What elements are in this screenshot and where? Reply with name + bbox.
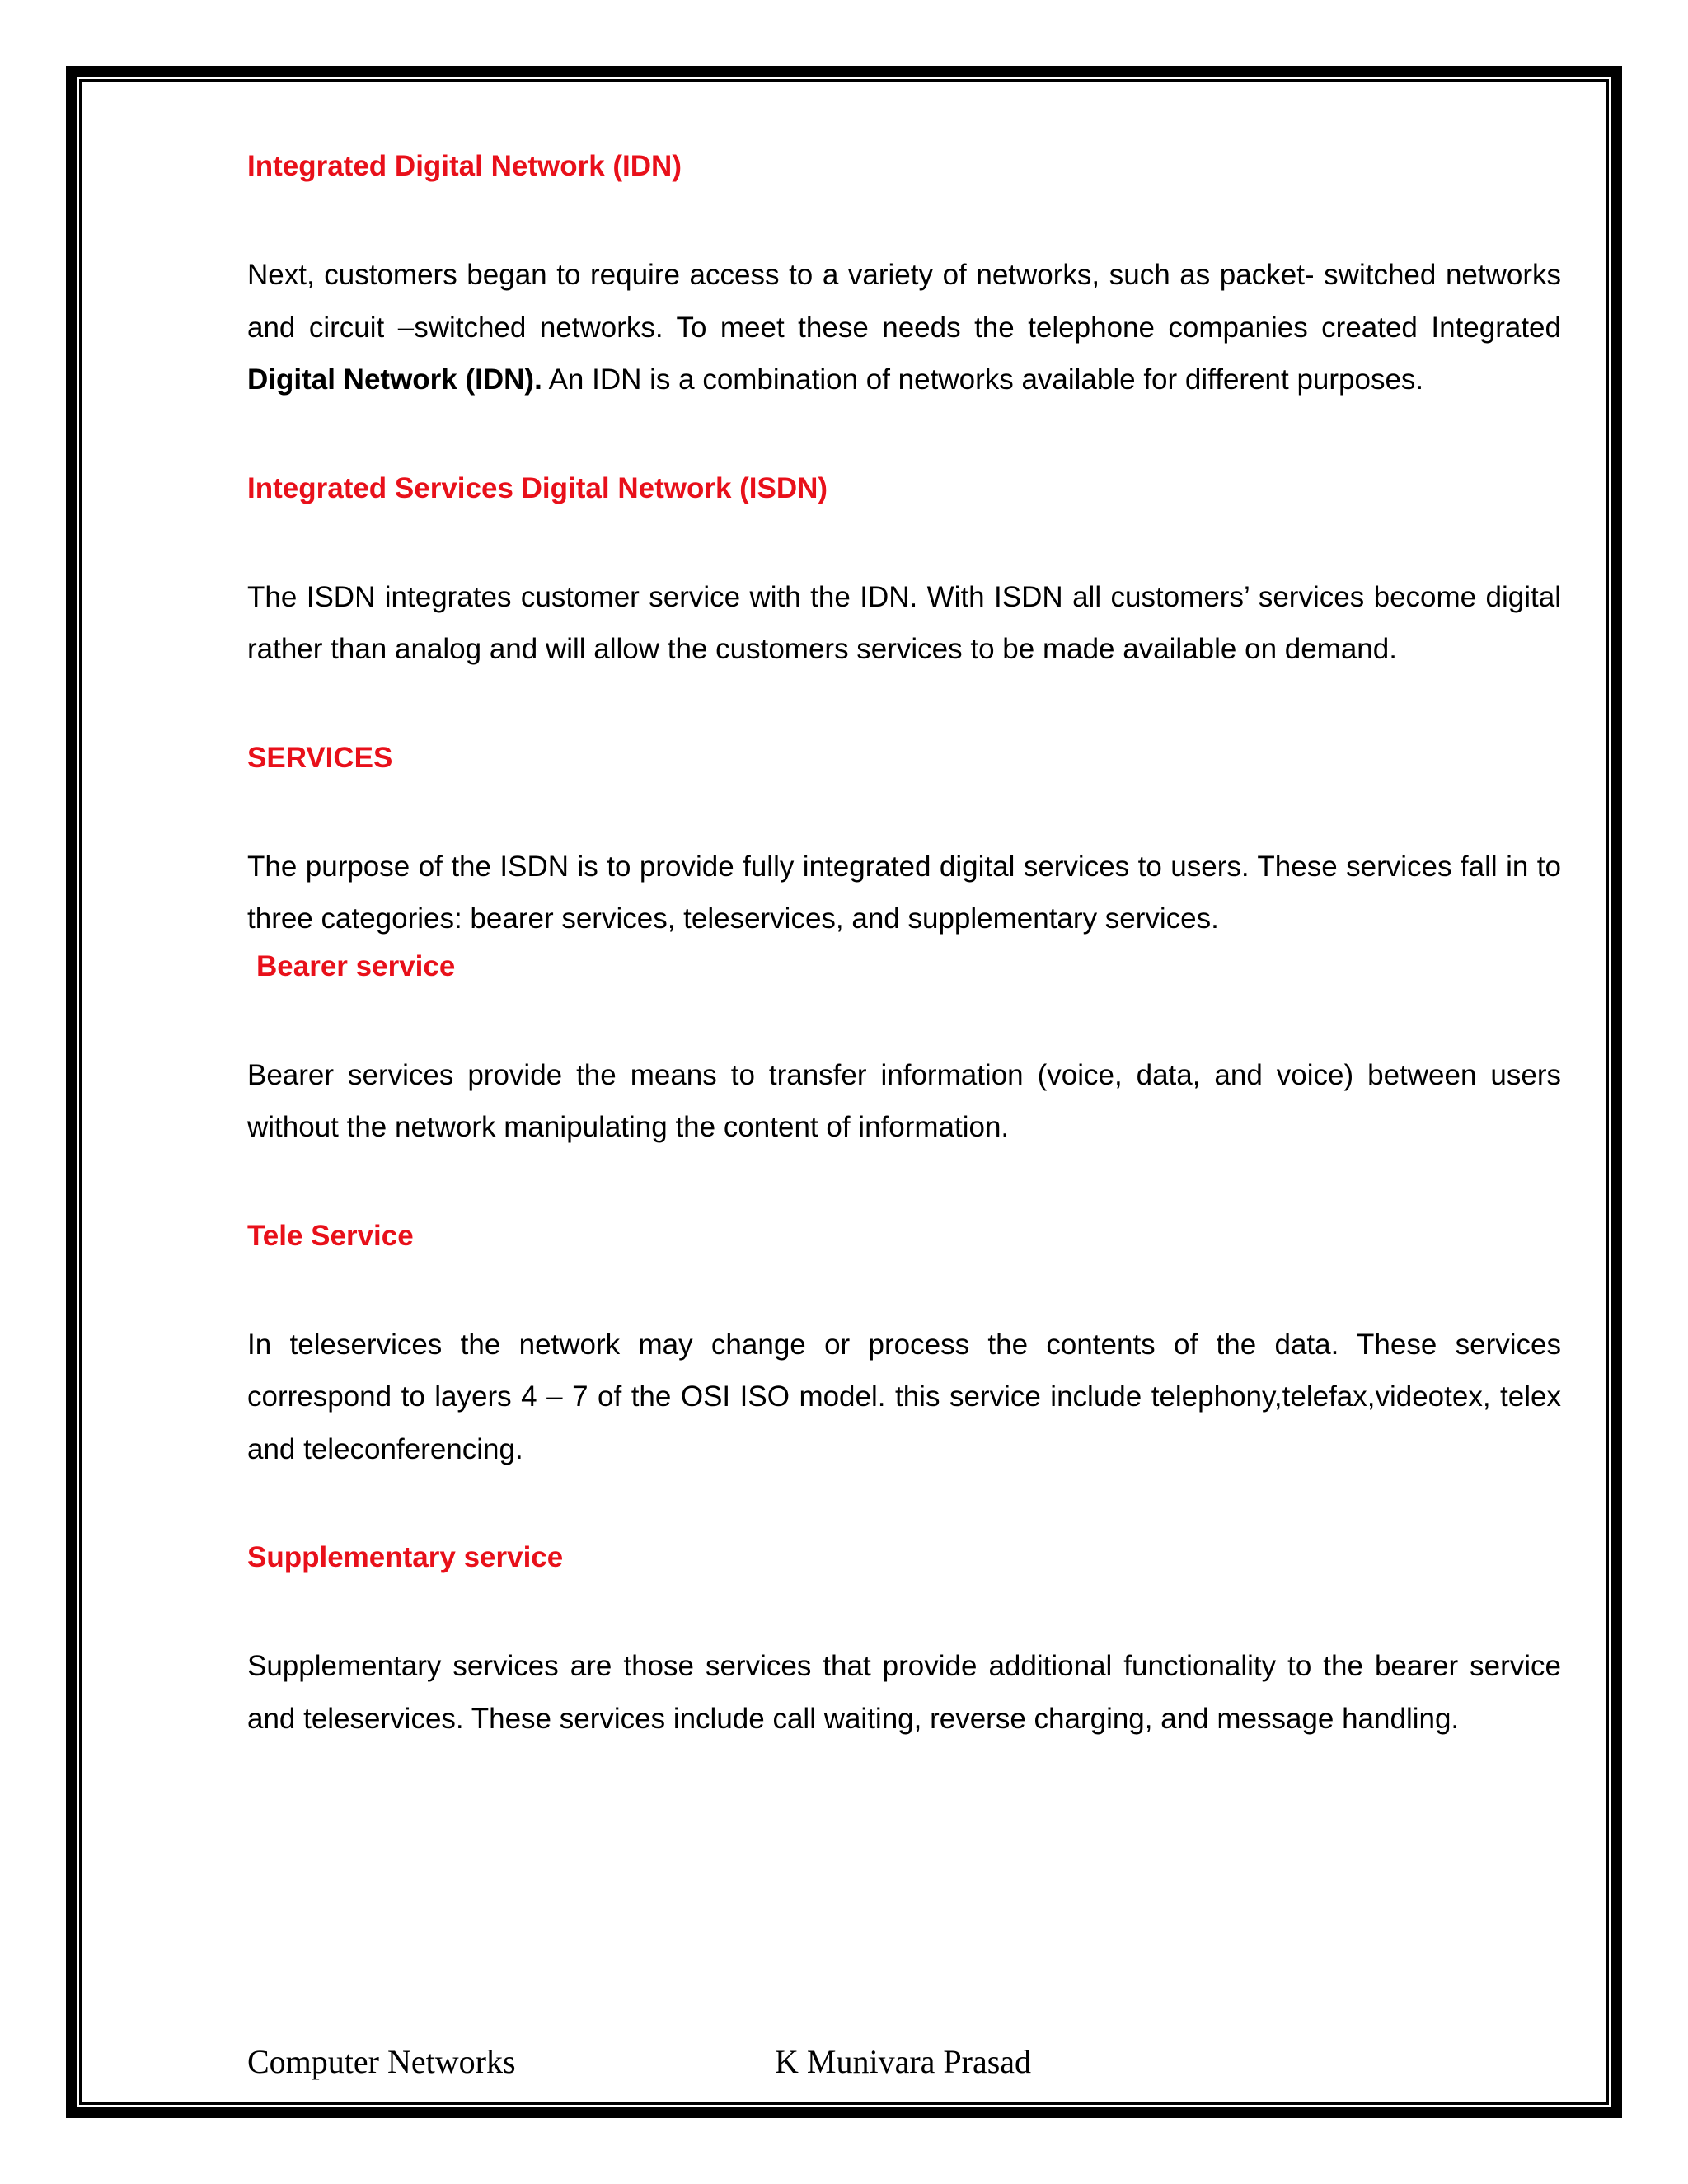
paragraph-services: The purpose of the ISDN is to provide fully integrated digital services to users. These services fall in to three categories: bearer services, teleservices, and supplementary services.: [247, 850, 1561, 935]
document-body: [247, 145, 1561, 1745]
paragraph-supplementary-service: Supplementary services are those services that provide additional functionality to the bearer service and teleservices. These services include call waiting, reverse charging, and message handling.: [247, 1650, 1561, 1735]
footer-author: K Munivara Prasad: [775, 2043, 1032, 2080]
heading-supplementary-service: Supplementary service: [247, 1541, 564, 1573]
paragraph-idn-bold-term: Digital Network (IDN).: [247, 363, 542, 396]
footer-course-title: Computer Networks: [247, 2043, 516, 2080]
heading-idn: Integrated Digital Network (IDN): [247, 150, 682, 182]
paragraph-idn: [247, 249, 1561, 406]
heading-tele-service: Tele Service: [247, 1219, 414, 1252]
paragraph-idn-end: An IDN is a combination of networks available for different purposes.: [542, 363, 1424, 396]
paragraph-bearer-service: Bearer services provide the means to transfer information (voice, data, and voice) between users without the network manipulating the content of information.: [247, 1058, 1561, 1143]
heading-bearer-service: Bearer service: [256, 949, 456, 982]
paragraph-isdn: The ISDN integrates customer service with the IDN. With ISDN all customers’ services become digital rather than analog and will allow the customers services to be made available on demand.: [247, 580, 1561, 665]
paragraph-tele-service: In teleservices the network may change or process the contents of the data. These services correspond to layers 4 – 7 of the OSI ISO model. this service include telephony,telefax,videotex, telex and teleconferencing.: [247, 1328, 1561, 1465]
heading-services: SERVICES: [247, 741, 393, 774]
paragraph-idn-start: Next, customers began to require access to a variety of networks, such as packet- switched networks and circuit –switched networks. To meet these needs the telephone companies created Integrated: [247, 259, 1561, 344]
heading-isdn: Integrated Services Digital Network (ISDN): [247, 471, 828, 504]
